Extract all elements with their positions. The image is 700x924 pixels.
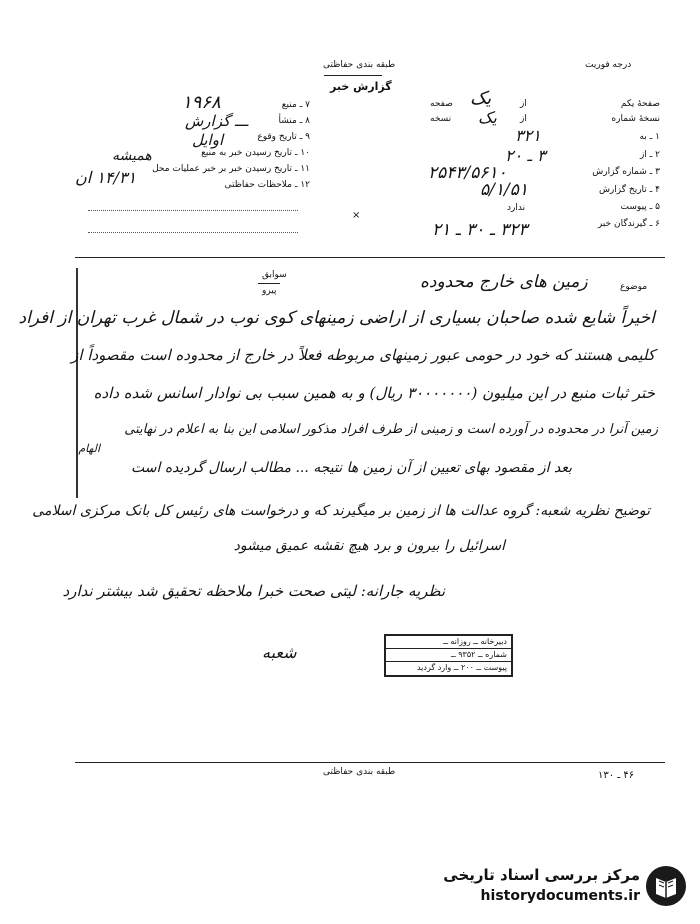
body-note-above: الهام bbox=[78, 442, 100, 455]
hw-date-occurrence: اوایل bbox=[192, 131, 224, 149]
note-followup: پیرو bbox=[262, 286, 277, 296]
field-origin: ۸ ـ منشأ bbox=[278, 116, 310, 126]
page-unit-label: صفحه bbox=[430, 99, 453, 109]
logo-url: historydocuments.ir bbox=[480, 888, 640, 904]
copy-unit-label: نسخه bbox=[430, 114, 452, 124]
body-line-3: ختر ثبات منبع در این میلیون (۳۰۰۰۰۰۰۰ ریال) و به همین سبب بی نوادار اسانس شده داده bbox=[93, 384, 655, 402]
field-attachment: ۵ ـ پیوست bbox=[620, 202, 660, 212]
hw-to: ۳۲۱ bbox=[515, 126, 541, 145]
note-history: سوابق bbox=[262, 270, 287, 280]
registry-stamp bbox=[384, 634, 513, 677]
field-report-date: ۴ ـ تاریخ گزارش bbox=[598, 185, 660, 195]
page-of-label: از bbox=[520, 99, 527, 109]
attachment-value: ندارد bbox=[507, 203, 526, 213]
form-code: ۴۶ ـ ۱۳۰ bbox=[598, 770, 635, 781]
signature: شعبه bbox=[262, 643, 297, 662]
field-date-occurrence: ۹ ـ تاریخ وقوع bbox=[257, 132, 310, 142]
hw-origin: ـــ گزارش bbox=[185, 112, 249, 130]
stamp-row-attachment: پیوست ــ ۲۰۰ ــ وارد گردید bbox=[416, 663, 507, 672]
body-line-6: توضیح نظریه شعبه: گروه عدالت ها از زمین بر میگیرند که و درخواست های رئیس کل بانک مرکزی اسلامی bbox=[32, 503, 650, 519]
body-line-7: اسرائیل را بیرون و برد هیچ نقشه عمیق میشود bbox=[233, 538, 505, 554]
subject-label: موضوع bbox=[620, 282, 648, 292]
hw-recipients: ۳۲۳ ـ ۳۰ ـ ۲۱ bbox=[432, 220, 528, 240]
body-line-1: اخیراً شایع شده صاحبان بسیاری از اراضی زمینهای کوی نوب در شمال غرب تهران از افراد bbox=[18, 308, 655, 328]
body-line-2: کلیمی هستند که خود در حومی عبور زمینهای مربوطه فعلاً در خارج از محدوده است مقصوداً از bbox=[71, 346, 655, 364]
classification-top: طبقه بندی حفاظتی bbox=[323, 60, 396, 70]
hw-page: یک bbox=[470, 88, 492, 109]
field-source: ۷ ـ منبع bbox=[281, 100, 310, 110]
hw-from: ۳ ـ ۲۰ bbox=[505, 146, 546, 165]
field-date-received: ۱۱ ـ تاریخ رسیدن خبر بر خبر عملیات محل bbox=[152, 164, 310, 174]
field-copy-no: نسخۀ شماره bbox=[611, 114, 660, 124]
archive-logo bbox=[410, 860, 690, 912]
hw-date-received: ۱۴/۳۱ ان bbox=[75, 168, 137, 187]
classification-bottom: طبقه بندی حفاظتی bbox=[323, 767, 396, 777]
body-line-4: زمین آنرا در محدوده در آورده است و زمینی از طرف افراد مذکور اسلامی این بنا به اعلام در نهایتی bbox=[124, 422, 658, 437]
report-type-title: گزارش خبر bbox=[330, 80, 392, 93]
body-line-8: نظریه جارانه: لیتی صحت خبرا ملاحظه تحقیق شد بیشتر ندارد bbox=[62, 582, 445, 600]
stamp-row-date: دبیرخانه ــ روزانه ــ bbox=[386, 636, 511, 649]
field-page: صفحۀ یکم bbox=[620, 99, 660, 109]
hw-subject: زمین های خارج محدوده bbox=[420, 272, 588, 292]
field-security-notes: ۱۲ ـ ملاحظات حفاظتی bbox=[224, 180, 310, 190]
stamp-row-number: شماره ــ ۹۳۵۲ ــ bbox=[386, 649, 511, 662]
priority-label: درجه فوریت bbox=[585, 60, 632, 70]
hw-date-source: همیشه bbox=[112, 148, 152, 164]
field-from: ۲ ـ از bbox=[639, 150, 660, 160]
center-mark: × bbox=[352, 210, 361, 221]
field-report-no: ۳ ـ شماره گزارش bbox=[592, 167, 660, 177]
hw-report-date: ۵/۱/۵۱ bbox=[480, 180, 528, 200]
hw-copy: یک bbox=[478, 108, 497, 127]
hw-source: ۱۹۶۸ bbox=[182, 92, 221, 113]
book-icon bbox=[644, 864, 688, 908]
body-line-5: بعد از مقصود بهای تعیین از آن زمین ها نتیجه ... مطالب ارسال گردیده است bbox=[131, 460, 572, 476]
field-recipients: ۶ ـ گیرندگان خبر bbox=[597, 219, 660, 229]
field-date-source: ۱۰ ـ تاریخ رسیدن خبر به منبع bbox=[201, 148, 310, 158]
hw-report-no: ۲۵۴۳/۵۶۱۰ bbox=[428, 163, 507, 183]
field-to: ۱ ـ به bbox=[639, 132, 660, 142]
logo-title: مرکز بررسی اسناد تاریخی bbox=[443, 866, 640, 884]
copy-of-label: از bbox=[520, 114, 527, 124]
